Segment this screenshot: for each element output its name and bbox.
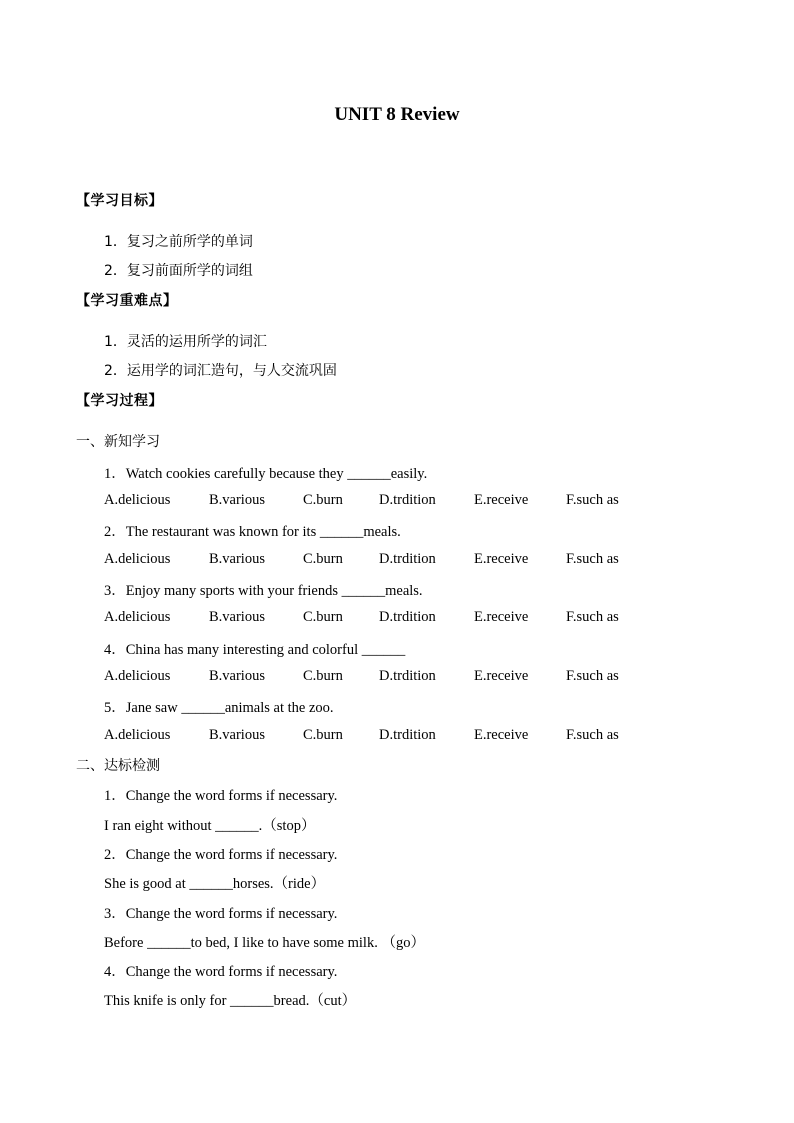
option-b: B.various [209, 492, 265, 508]
option-c: C.burn [303, 609, 343, 625]
question-5: 5．Jane saw ______animals at the zoo. [104, 700, 334, 716]
option-a: A.delicious [104, 609, 171, 625]
option-f: F.such as [566, 668, 619, 684]
options-row-1 [0, 492, 794, 512]
option-f: F.such as [566, 492, 619, 508]
option-f: F.such as [566, 727, 619, 743]
process-heading: 【学习过程】 [76, 393, 163, 409]
option-e: E.receive [474, 609, 529, 625]
exercise-prompt: 2．Change the word forms if necessary. [104, 847, 338, 863]
option-e: E.receive [474, 727, 529, 743]
option-b: B.various [209, 727, 265, 743]
option-e: E.receive [474, 551, 529, 567]
option-a: A.delicious [104, 551, 171, 567]
option-f: F.such as [566, 609, 619, 625]
option-b: B.various [209, 668, 265, 684]
option-b: B.various [209, 551, 265, 567]
objective-item: 1．复习之前所学的单词 [104, 234, 253, 250]
option-a: A.delicious [104, 668, 171, 684]
option-b: B.various [209, 609, 265, 625]
option-c: C.burn [303, 551, 343, 567]
question-2: 2．The restaurant was known for its ______meals. [104, 524, 401, 540]
options-row-4 [0, 668, 794, 688]
option-e: E.receive [474, 668, 529, 684]
exercise-sentence: Before ______to bed, I like to have some milk. （go） [104, 935, 425, 951]
options-row-3 [0, 609, 794, 629]
part2-heading: 二、达标检测 [76, 758, 160, 774]
exercise-prompt: 4．Change the word forms if necessary. [104, 964, 338, 980]
option-c: C.burn [303, 727, 343, 743]
option-a: A.delicious [104, 727, 171, 743]
key-points-heading: 【学习重难点】 [76, 293, 178, 309]
question-3: 3．Enjoy many sports with your friends ______meals. [104, 583, 423, 599]
key-point-item: 2．运用学的词汇造句，与人交流巩固 [104, 363, 337, 379]
option-d: D.trdition [379, 551, 436, 567]
option-a: A.delicious [104, 492, 171, 508]
exercise-sentence: This knife is only for ______bread.（cut） [104, 993, 357, 1009]
option-d: D.trdition [379, 492, 436, 508]
options-row-2 [0, 551, 794, 571]
option-d: D.trdition [379, 609, 436, 625]
exercise-sentence: I ran eight without ______.（stop） [104, 818, 316, 834]
objectives-heading: 【学习目标】 [76, 193, 163, 209]
option-c: C.burn [303, 492, 343, 508]
option-f: F.such as [566, 551, 619, 567]
objective-item: 2．复习前面所学的词组 [104, 263, 253, 279]
option-e: E.receive [474, 492, 529, 508]
option-d: D.trdition [379, 668, 436, 684]
part1-heading: 一、新知学习 [76, 434, 160, 450]
option-d: D.trdition [379, 727, 436, 743]
exercise-prompt: 1．Change the word forms if necessary. [104, 788, 338, 804]
exercise-sentence: She is good at ______horses.（ride） [104, 876, 326, 892]
options-row-5 [0, 727, 794, 747]
option-c: C.burn [303, 668, 343, 684]
question-1: 1．Watch cookies carefully because they ______easily. [104, 466, 428, 482]
page-title: UNIT 8 Review [334, 104, 460, 125]
key-point-item: 1．灵活的运用所学的词汇 [104, 334, 267, 350]
exercise-prompt: 3．Change the word forms if necessary. [104, 906, 338, 922]
question-4: 4．China has many interesting and colorful ______ [104, 642, 406, 658]
